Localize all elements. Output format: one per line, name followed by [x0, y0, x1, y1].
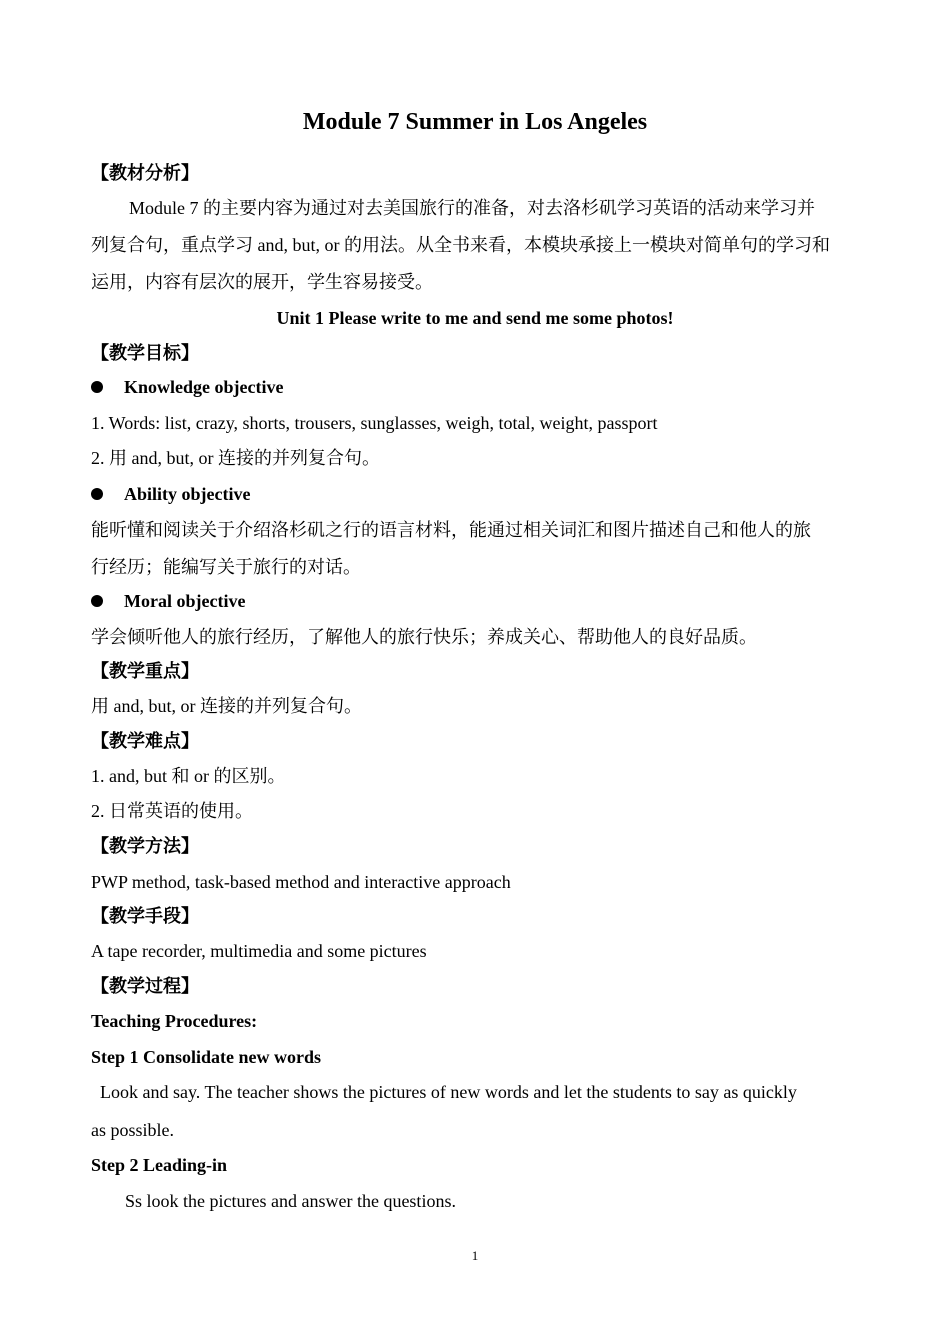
- difficult-item-1: 1. and, but 和 or 的区别。: [91, 766, 286, 786]
- step-2-paragraph: Ss look the pictures and answer the questions.: [125, 1191, 456, 1211]
- ability-objective-label: Ability objective: [124, 484, 251, 504]
- teaching-method-text: PWP method, task-based method and interactive approach: [91, 872, 511, 892]
- knowledge-item-2: 2. 用 and, but, or 连接的并列复合句。: [91, 448, 380, 468]
- goals-heading: 【教学目标】: [91, 343, 199, 363]
- step-1-heading: Step 1 Consolidate new words: [91, 1047, 322, 1067]
- document-title: Module 7 Summer in Los Angeles: [302, 109, 648, 135]
- unit-title: Unit 1 Please write to me and send me some photos!: [276, 308, 674, 328]
- teaching-means-text: A tape recorder, multimedia and some pictures: [91, 941, 427, 961]
- moral-objective-label: Moral objective: [124, 591, 246, 611]
- bullet-icon: [91, 381, 103, 393]
- analysis-paragraph-line-3: 运用，内容有层次的展开，学生容易接受。: [91, 272, 433, 292]
- key-points-heading: 【教学重点】: [91, 661, 199, 681]
- ability-paragraph-line-2: 行经历；能编写关于旅行的对话。: [91, 557, 361, 577]
- teaching-method-heading: 【教学方法】: [91, 836, 199, 856]
- step-2-heading: Step 2 Leading-in: [91, 1155, 228, 1175]
- key-points-text: 用 and, but, or 连接的并列复合句。: [91, 696, 362, 716]
- page-number: 1: [471, 1248, 479, 1263]
- difficult-points-heading: 【教学难点】: [91, 731, 199, 751]
- bullet-icon: [91, 595, 103, 607]
- ability-paragraph-line-1: 能听懂和阅读关于介绍洛杉矶之行的语言材料，能通过相关词汇和图片描述自己和他人的旅: [91, 520, 811, 540]
- knowledge-objective-label: Knowledge objective: [124, 377, 284, 397]
- step-1-paragraph-line-2: as possible.: [91, 1120, 174, 1140]
- analysis-heading: 【教材分析】: [91, 163, 199, 183]
- teaching-procedures-label: Teaching Procedures:: [91, 1011, 258, 1031]
- teaching-process-heading: 【教学过程】: [91, 976, 199, 996]
- knowledge-item-1: 1. Words: list, crazy, shorts, trousers, sunglasses, weigh, total, weight, passport: [91, 413, 658, 433]
- difficult-item-2: 2. 日常英语的使用。: [91, 801, 253, 821]
- bullet-icon: [91, 488, 103, 500]
- analysis-paragraph-line-2: 列复合句，重点学习 and, but, or 的用法。从全书来看，本模块承接上一模块对简单句的学习和: [91, 235, 830, 255]
- step-1-paragraph-line-1: Look and say. The teacher shows the pictures of new words and let the students to say as quickly: [100, 1082, 797, 1102]
- analysis-paragraph-line-1: Module 7 的主要内容为通过对去美国旅行的准备，对去洛杉矶学习英语的活动来学习并: [129, 198, 815, 218]
- teaching-means-heading: 【教学手段】: [91, 906, 199, 926]
- moral-paragraph: 学会倾听他人的旅行经历，了解他人的旅行快乐；养成关心、帮助他人的良好品质。: [91, 627, 757, 647]
